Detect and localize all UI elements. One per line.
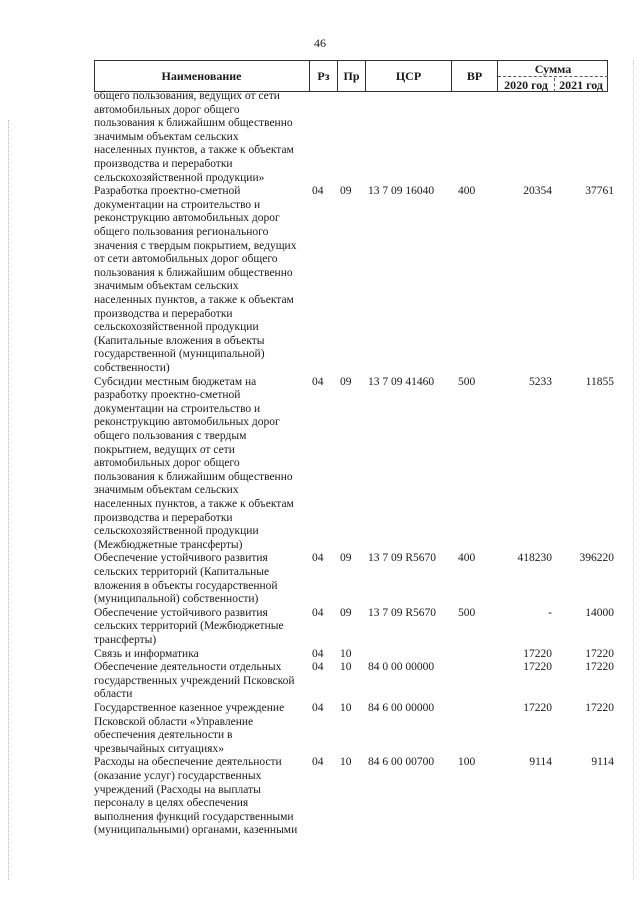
- row-vr: 500: [458, 375, 476, 388]
- row-csr: 13 7 09 41460: [368, 375, 435, 388]
- table-header: [94, 60, 608, 92]
- row-sum-2020: 9114: [529, 756, 552, 769]
- row-name-line: (Межбюджетные трансферты): [94, 538, 243, 551]
- row-sum-2021: 14000: [585, 606, 614, 619]
- row-name-line: реконструкцию автомобильных дорог: [94, 416, 280, 429]
- row-name-line: населенных пунктов, а также к объектам: [94, 144, 294, 157]
- row-name-line: значимым объектам сельских: [94, 484, 239, 497]
- row-name-line: значения с твердым покрытием, ведущих: [94, 239, 297, 252]
- row-pr: 09: [340, 375, 352, 388]
- row-name: [94, 702, 306, 756]
- row-sum-2020: 418230: [517, 552, 552, 565]
- row-rz: 04: [312, 552, 324, 565]
- row-name-line: учреждений (Расходы на выплаты: [94, 783, 261, 796]
- row-name-line: значимым объектам сельских: [94, 130, 239, 143]
- row-name: [94, 607, 306, 648]
- row-rz: 04: [312, 606, 324, 619]
- row-name: [94, 90, 306, 185]
- header-sum: Сумма: [534, 62, 572, 76]
- row-pr: 09: [340, 606, 352, 619]
- row-name-line: производства и переработки: [94, 307, 233, 320]
- row-csr: 84 6 00 00700: [368, 756, 435, 769]
- row-sum-2020: 20354: [523, 185, 552, 198]
- row-sum-2020: 17220: [523, 702, 552, 714]
- row-name-line: разработку проектно-сметной: [94, 389, 241, 402]
- row-csr: 84 6 00 00000: [368, 702, 435, 714]
- row-pr: 10: [340, 661, 352, 674]
- row-vr: 500: [458, 606, 476, 619]
- row-name-line: персоналу в целях обеспечения: [94, 797, 249, 810]
- row-name-line: государственной (муниципальной): [94, 348, 265, 361]
- row-name-line: Субсидии местным бюджетам на: [94, 375, 257, 388]
- row-vr: 400: [458, 552, 476, 565]
- row-name-line: сельских территорий (Капитальные: [94, 565, 270, 578]
- row-sum-2020: 5233: [529, 375, 552, 388]
- row-sum-2021: 11855: [585, 375, 614, 388]
- row-name: [94, 552, 306, 606]
- row-csr: 13 7 09 R5670: [368, 552, 437, 565]
- row-rz: 04: [312, 661, 324, 674]
- header-pr: Пр: [338, 60, 366, 92]
- row-pr: 09: [340, 552, 352, 565]
- row-name-line: покрытием, ведущих от сети: [94, 443, 235, 456]
- scan-edge-right: [633, 60, 634, 880]
- row-name-line: Псковской области «Управление: [94, 715, 254, 728]
- row-sum-2021: 37761: [585, 185, 614, 198]
- row-name-line: производства и переработки: [94, 511, 233, 524]
- row-rz: 04: [312, 375, 324, 388]
- row-pr: 10: [340, 702, 352, 714]
- row-name-line: обеспечения деятельности в: [94, 729, 233, 742]
- page-number: 46: [314, 36, 326, 50]
- row-name-line: документации на строительство и: [94, 198, 261, 211]
- row-name-line: населенных пунктов, а также к объектам: [94, 293, 294, 306]
- row-sum-2020: 17220: [523, 661, 552, 674]
- row-name-line: (муниципальной) собственности): [94, 593, 259, 606]
- row-name-line: Обеспечение деятельности отдельных: [94, 661, 282, 674]
- row-sum-2020: -: [548, 606, 552, 619]
- row-rz: 04: [312, 702, 324, 714]
- row-name-line: сельских территорий (Межбюджетные: [94, 620, 284, 633]
- header-name: Наименование: [94, 60, 310, 92]
- row-name-line: государственных учреждений Псковской: [94, 674, 295, 687]
- row-name: [94, 648, 306, 662]
- row-name-line: Связь и информатика: [94, 647, 199, 660]
- row-name: [94, 661, 306, 702]
- row-name-line: автомобильных дорог общего: [94, 457, 240, 470]
- row-name-line: (Капитальные вложения в объекты: [94, 334, 265, 347]
- row-name-line: сельскохозяйственной продукции»: [94, 171, 265, 184]
- row-name-line: населенных пунктов, а также к объектам: [94, 497, 294, 510]
- row-rz: 04: [312, 647, 324, 660]
- row-name: [94, 185, 306, 375]
- row-sum-2021: 396220: [579, 552, 614, 565]
- header-rz: Рз: [310, 60, 338, 92]
- row-vr: 400: [458, 185, 476, 198]
- row-name-line: вложения в объекты государственной: [94, 579, 278, 592]
- row-name-line: чрезвычайных ситуациях»: [94, 742, 224, 755]
- row-name-line: Разработка проектно-сметной: [94, 185, 241, 198]
- header-vr: ВР: [452, 60, 498, 92]
- row-name: [94, 756, 306, 838]
- row-name-line: сельскохозяйственной продукции: [94, 525, 259, 538]
- row-name-line: Расходы на обеспечение деятельности: [94, 756, 282, 769]
- row-sum-2021: 9114: [591, 756, 614, 769]
- row-rz: 04: [312, 756, 324, 769]
- header-sum-divider: [498, 76, 608, 77]
- row-name-line: Обеспечение устойчивого развития: [94, 606, 268, 619]
- row-name-line: документации на строительство и: [94, 402, 261, 415]
- row-name-line: значимым объектам сельских: [94, 280, 239, 293]
- row-csr: 84 0 00 00000: [368, 661, 435, 674]
- scan-edge-left: [8, 120, 9, 880]
- row-pr: 09: [340, 185, 352, 198]
- header-year-2020: 2020 год: [498, 78, 555, 92]
- row-name-line: Обеспечение устойчивого развития: [94, 552, 268, 565]
- row-name: [94, 376, 306, 553]
- row-name-line: общего пользования, ведущих от сети: [94, 90, 280, 102]
- row-name-line: собственности): [94, 361, 170, 374]
- row-name-line: пользования к ближайшим общественно: [94, 470, 293, 483]
- row-rz: 04: [312, 185, 324, 198]
- row-sum-2021: 17220: [585, 647, 614, 660]
- row-sum-2021: 17220: [585, 661, 614, 674]
- row-pr: 10: [340, 756, 352, 769]
- row-name-line: области: [94, 688, 133, 701]
- row-name-line: Государственное казенное учреждение: [94, 702, 285, 714]
- row-pr: 10: [340, 647, 352, 660]
- row-name-line: от сети автомобильных дорог общего: [94, 253, 278, 266]
- row-name-line: выполнения функций государственными: [94, 810, 294, 823]
- row-name-line: автомобильных дорог общего: [94, 103, 240, 116]
- row-name-line: производства и переработки: [94, 157, 233, 170]
- row-csr: 13 7 09 R5670: [368, 606, 437, 619]
- row-vr: 100: [458, 756, 476, 769]
- row-sum-2020: 17220: [523, 647, 552, 660]
- row-name-line: пользования к ближайшим общественно: [94, 266, 293, 279]
- header-year-2021: 2021 год: [559, 78, 603, 92]
- row-name-line: реконструкцию автомобильных дорог: [94, 212, 280, 225]
- row-name-line: общего пользования регионального: [94, 225, 269, 238]
- row-name-line: трансферты): [94, 633, 157, 646]
- row-sum-2021: 17220: [585, 702, 614, 714]
- row-name-line: (муниципальными) органами, казенными: [94, 824, 298, 837]
- row-name-line: общего пользования с твердым: [94, 429, 247, 442]
- row-name-line: сельскохозяйственной продукции: [94, 321, 259, 334]
- row-name-line: (оказание услуг) государственных: [94, 769, 262, 782]
- header-csr: ЦСР: [366, 60, 452, 92]
- row-name-line: пользования к ближайшим общественно: [94, 117, 293, 130]
- row-csr: 13 7 09 16040: [368, 185, 435, 198]
